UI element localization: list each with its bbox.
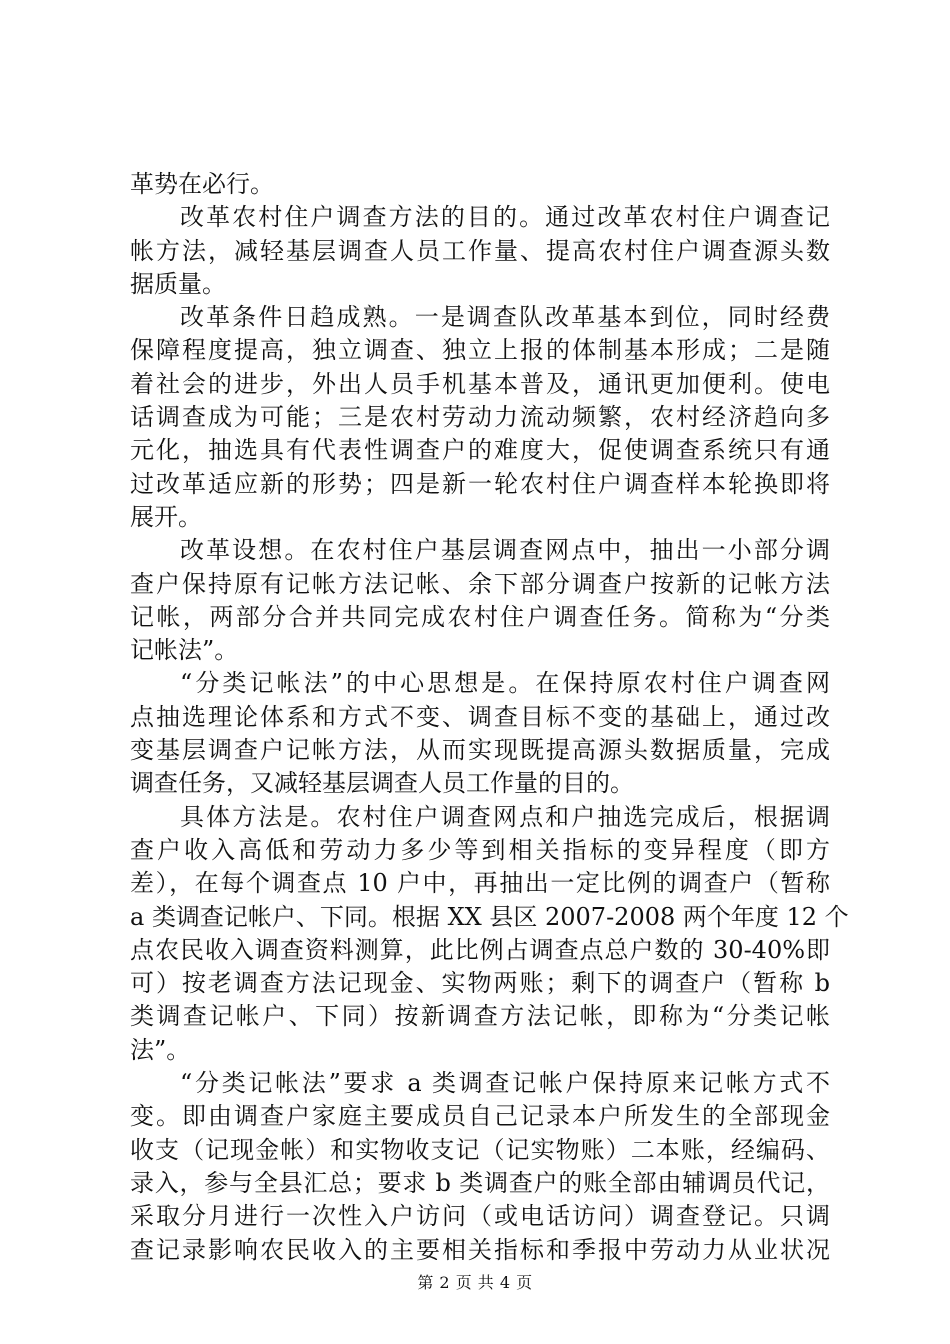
- text-line: 着社会的进步，外出人员手机基本普及，通讯更加便利。使电: [130, 369, 830, 398]
- text-line: 记帐法”。: [130, 636, 239, 665]
- text-line: 点农民收入调查资料测算，此比例占调查点总户数的 30-40%即: [130, 935, 830, 964]
- text-line: 革势在必行。: [130, 170, 274, 198]
- text-line: 帐方法，减轻基层调查人员工作量、提高农村住户调查源头数: [130, 236, 830, 265]
- page-number-label: 第 2 页 共 4 页: [417, 1273, 533, 1292]
- text-line: 话调查成为可能；三是农村劳动力流动频繁，农村经济趋向多: [130, 403, 830, 432]
- text-line: 收支（记现金帐）和实物收支记（记实物账）二本账，经编码、: [130, 1135, 830, 1164]
- document-body: [130, 168, 849, 1267]
- text-line: 差），在每个调查点 10 户中，再抽出一定比例的调查户（暂称: [130, 869, 830, 898]
- text-line: 录入，参与全县汇总；要求 b 类调查户的账全部由辅调员代记，: [130, 1168, 830, 1197]
- text-line: “分类记帐法”要求 a 类调查记帐户保持原来记帐方式不: [180, 1069, 830, 1098]
- text-line: 记帐，两部分合并共同完成农村住户调查任务。简称为“分类: [130, 602, 830, 631]
- text-line: 元化，抽选具有代表性调查户的难度大，促使调查系统只有通: [130, 436, 830, 465]
- text-line: 保障程度提高，独立调查、独立上报的体制基本形成；二是随: [130, 336, 830, 365]
- text-line: 查记录影响农民收入的主要相关指标和季报中劳动力从业状况: [130, 1235, 830, 1264]
- page-footer: [0, 1270, 950, 1293]
- text-line: 过改革适应新的形势；四是新一轮农村住户调查样本轮换即将: [130, 469, 830, 498]
- text-line: 法”。: [130, 1035, 191, 1064]
- text-line: 变。即由调查户家庭主要成员自己记录本户所发生的全部现金: [130, 1102, 830, 1131]
- text-line: 查户收入高低和劳动力多少等到相关指标的变异程度（即方: [130, 835, 830, 864]
- text-line: 变基层调查户记帐方法，从而实现既提高源头数据质量，完成: [130, 736, 830, 765]
- text-line: 查户保持原有记帐方法记帐、余下部分调查户按新的记帐方法: [130, 569, 830, 598]
- text-line: 点抽选理论体系和方式不变、调查目标不变的基础上，通过改: [130, 702, 830, 731]
- text-line: 类调查记帐户、下同）按新调查方法记帐，即称为“分类记帐: [130, 1002, 830, 1031]
- text-line: 改革设想。在农村住户基层调查网点中，抽出一小部分调: [180, 536, 830, 565]
- text-line: 展开。: [130, 502, 202, 531]
- text-line: a 类调查记帐户、下同。根据 XX 县区 2007-2008 两个年度 12 个: [130, 902, 849, 931]
- text-line: 改革条件日趋成熟。一是调查队改革基本到位，同时经费: [180, 303, 830, 332]
- text-line: 可）按老调查方法记现金、实物两账；剩下的调查户（暂称 b: [130, 969, 830, 998]
- text-line: 据质量。: [130, 269, 226, 298]
- text-line: 采取分月进行一次性入户访问（或电话访问）调查登记。只调: [130, 1202, 830, 1231]
- text-line: 调查任务，又减轻基层调查人员工作量的目的。: [130, 769, 634, 798]
- text-line: 改革农村住户调查方法的目的。通过改革农村住户调查记: [180, 203, 830, 232]
- text-line: “分类记帐法”的中心思想是。在保持原农村住户调查网: [180, 669, 830, 698]
- text-line: 具体方法是。农村住户调查网点和户抽选完成后，根据调: [180, 802, 830, 831]
